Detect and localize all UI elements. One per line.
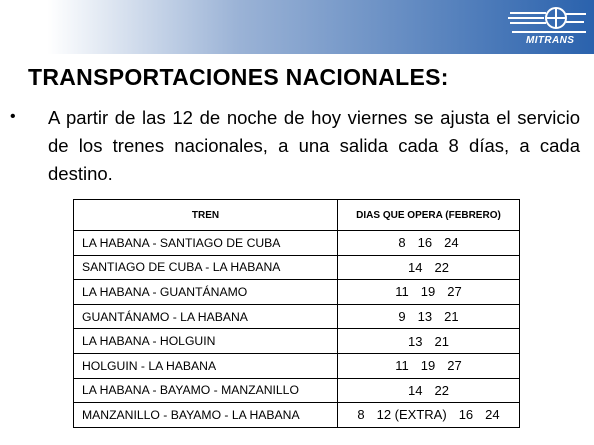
train-schedule-table <box>73 199 520 428</box>
operating-day: 24 <box>444 235 459 251</box>
table-row <box>74 378 520 403</box>
operating-day: 12 (EXTRA) <box>376 407 447 423</box>
operating-day: 22 <box>434 259 449 275</box>
slide-title: TRANSPORTACIONES NACIONALES: <box>28 64 449 90</box>
table-row <box>74 304 520 329</box>
train-route-cell: LA HABANA - HOLGUIN <box>74 329 338 354</box>
mitrans-logo <box>506 4 590 50</box>
table-row <box>74 255 520 280</box>
operating-days-cell <box>338 304 520 329</box>
operating-day: 8 <box>398 235 406 251</box>
train-route-cell: LA HABANA - GUANTÁNAMO <box>74 280 338 305</box>
operating-day: 11 <box>395 284 409 300</box>
logo-text: MITRANS <box>526 35 575 46</box>
table-row <box>74 329 520 354</box>
operating-day: 9 <box>398 309 406 325</box>
operating-day: 13 <box>408 333 423 349</box>
operating-day: 19 <box>420 284 436 300</box>
operating-day: 24 <box>485 407 500 423</box>
train-route-cell: GUANTÁNAMO - LA HABANA <box>74 304 338 329</box>
operating-day: 16 <box>458 407 474 423</box>
operating-day: 11 <box>395 358 409 374</box>
train-route-cell: LA HABANA - SANTIAGO DE CUBA <box>74 231 338 256</box>
operating-days-cell <box>338 353 520 378</box>
train-route-cell: HOLGUIN - LA HABANA <box>74 353 338 378</box>
column-header-days: DIAS QUE OPERA (FEBRERO) <box>338 200 520 231</box>
operating-day: 22 <box>434 382 449 398</box>
table-body <box>74 231 520 428</box>
ministry-emblem-icon <box>506 4 590 36</box>
operating-day: 8 <box>357 407 365 423</box>
table-row <box>74 403 520 428</box>
train-route-cell: SANTIAGO DE CUBA - LA HABANA <box>74 255 338 280</box>
operating-day: 13 <box>417 309 433 325</box>
operating-days-cell <box>338 280 520 305</box>
table-header-row <box>74 200 520 231</box>
operating-days-cell <box>338 329 520 354</box>
train-route-cell: MANZANILLO - BAYAMO - LA HABANA <box>74 403 338 428</box>
operating-days-cell <box>338 378 520 403</box>
operating-days-cell <box>338 403 520 428</box>
operating-day: 21 <box>434 333 449 349</box>
operating-day: 27 <box>447 358 462 374</box>
operating-day: 14 <box>408 382 423 398</box>
bullet-marker: • <box>10 108 16 125</box>
operating-day: 16 <box>417 235 433 251</box>
operating-day: 21 <box>444 309 459 325</box>
operating-day: 19 <box>420 358 436 374</box>
table-row <box>74 280 520 305</box>
table-row <box>74 231 520 256</box>
operating-days-cell <box>338 231 520 256</box>
operating-day: 27 <box>447 284 462 300</box>
table-row <box>74 353 520 378</box>
operating-days-cell <box>338 255 520 280</box>
train-route-cell: LA HABANA - BAYAMO - MANZANILLO <box>74 378 338 403</box>
header-band <box>0 0 594 54</box>
bullet-text: A partir de las 12 de noche de hoy viernes se ajusta el servicio de los trenes nacionales, a una salida cada 8 días, a cada destino. <box>48 107 580 184</box>
operating-day: 14 <box>408 259 423 275</box>
column-header-train: TREN <box>74 200 338 231</box>
